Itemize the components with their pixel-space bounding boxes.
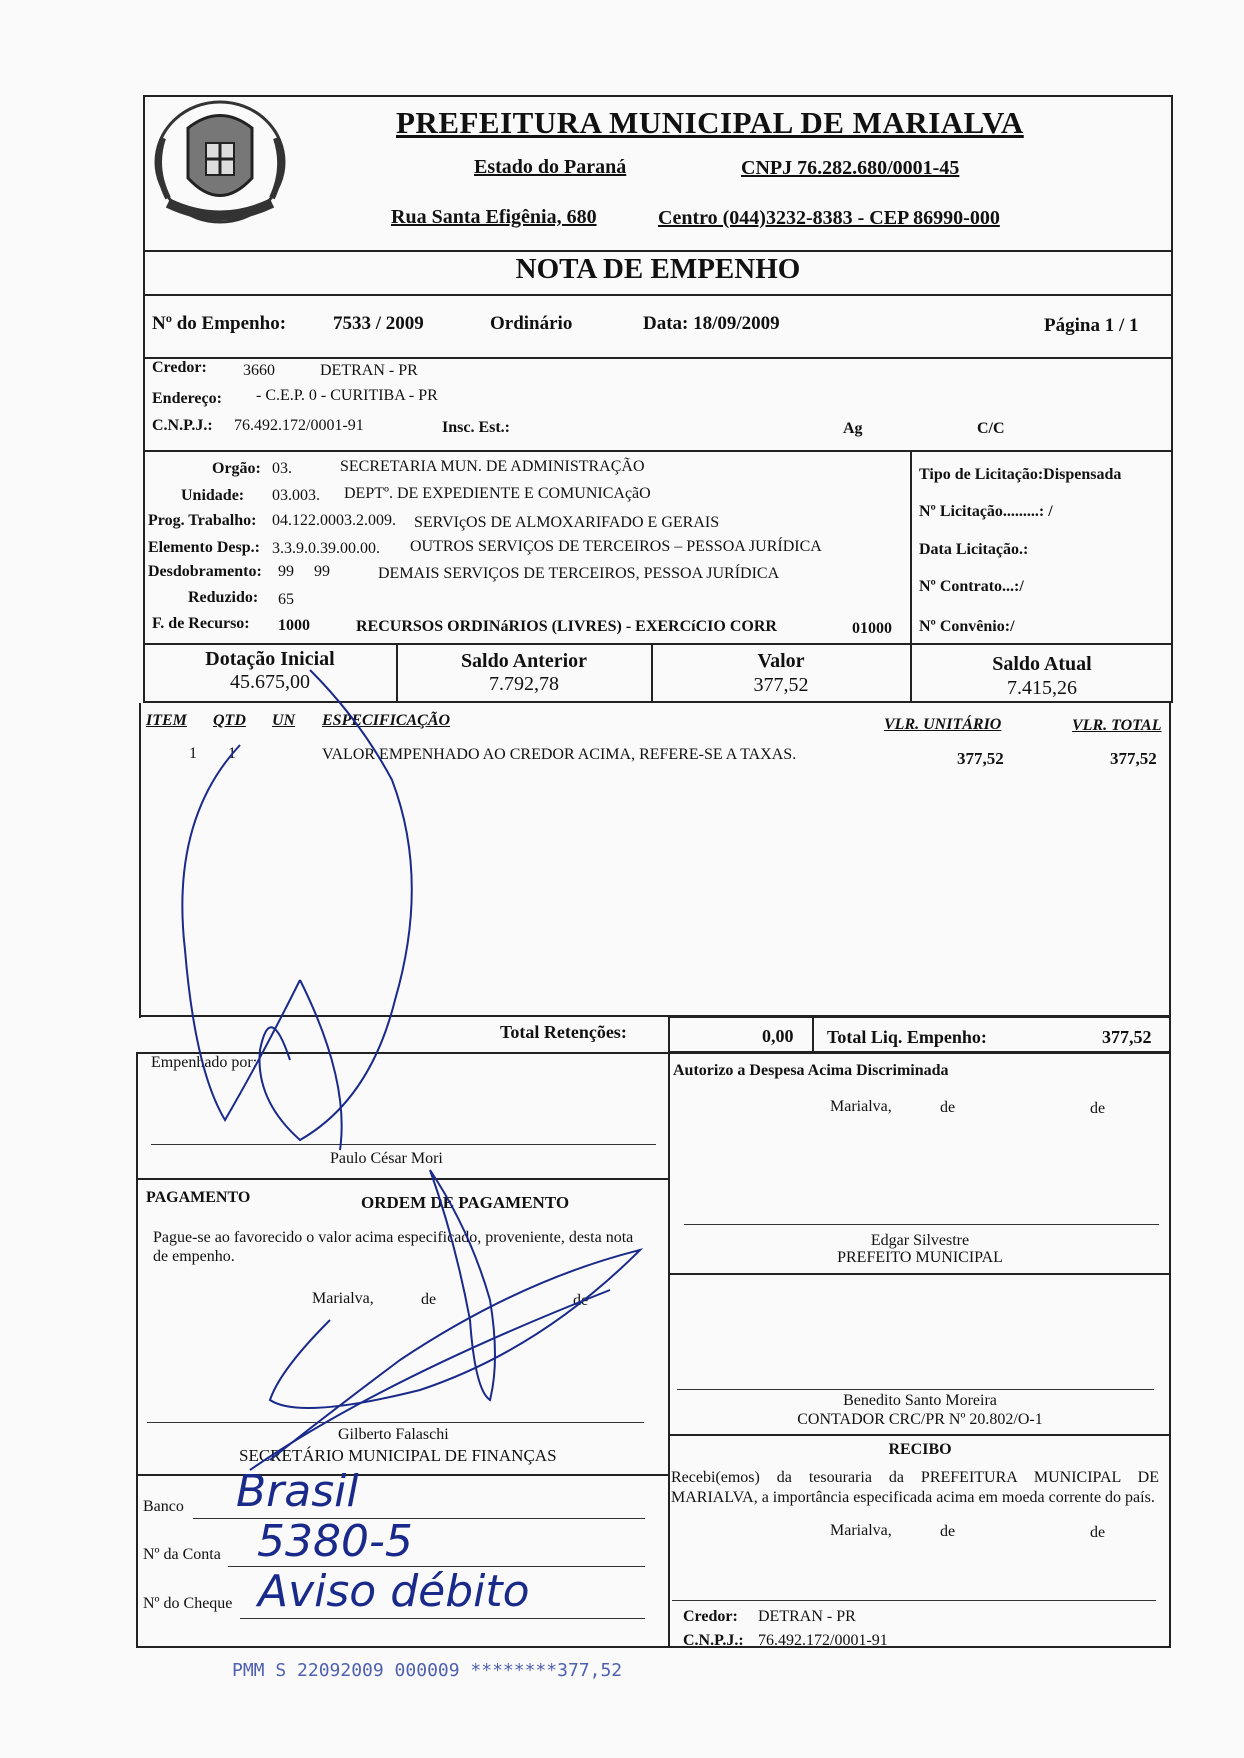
credor-code: 3660 [243,362,275,379]
empenho-type: Ordinário [490,313,573,334]
recibo-title: RECIBO [888,1441,952,1458]
credor-name: DETRAN - PR [320,362,418,379]
machine-stamp: PMM S 22092009 000009 ********377,52 [232,1660,623,1681]
empenho-date: Data: 18/09/2009 [643,313,780,334]
saldo-anterior-label: Saldo Anterior [460,650,588,672]
conta-label: Nº da Conta [143,1546,221,1563]
reduzido-label: Reduzido: [188,589,259,606]
ag-label: Ag [843,420,863,437]
pagamento-de2: de [573,1292,589,1309]
unidade-name: DEPTº. DE EXPEDIENTE E COMUNICAçãO [344,485,651,502]
valor-label: Valor [757,650,805,672]
item-spec: VALOR EMPENHADO AO CREDOR ACIMA, REFERE-SE A TAXAS. [322,746,797,763]
desdobramento-code: 99 99 [278,563,330,580]
recurso-label: F. de Recurso: [152,615,250,632]
orgao-name: SECRETARIA MUN. DE ADMINISTRAÇÃO [340,458,645,475]
cheque-label: Nº do Cheque [143,1595,233,1612]
licitacao-contrato: Nº Contrato...:/ [919,578,1024,595]
secretario-name: Gilberto Falaschi [338,1426,449,1443]
col-item: ITEM [146,712,187,729]
page-number: Página 1 / 1 [1044,315,1139,336]
conta-handwritten: 5380-5 [257,1516,413,1567]
saldo-atual-label: Saldo Atual [992,653,1092,675]
item-total-value: 377,52 [1110,749,1157,768]
autorizo-label: Autorizo a Despesa Acima Discriminada [673,1062,949,1079]
empenho-number: 7533 / 2009 [333,313,424,334]
elemento-code: 3.3.9.0.39.00.00. [272,540,380,557]
dotacao-label: Dotação Inicial [205,648,335,670]
autorizo-de2: de [1090,1100,1106,1117]
cnpj-label: C.N.P.J.: [152,417,213,434]
recibo-cnpj: 76.492.172/0001-91 [758,1632,888,1649]
licitacao-convenio: Nº Convênio:/ [919,618,1015,635]
elemento-label: Elemento Desp.: [148,539,260,556]
address-contact: Centro (044)3232-8383 - CEP 86990-000 [658,207,1000,229]
item-qtd: 1 [228,745,236,762]
orgao-label: Orgão: [212,460,261,477]
prefeito-role: PREFEITO MUNICIPAL [837,1249,1003,1266]
unidade-label: Unidade: [181,487,245,504]
saldo-anterior-value: 7.792,78 [489,673,559,695]
recibo-place: Marialva, [830,1522,892,1539]
secretario-role: SECRETÁRIO MUNICIPAL DE FINANÇAS [239,1446,557,1465]
cc-label: C/C [977,420,1005,437]
licitacao-numero: Nº Licitação.........: / [919,503,1053,520]
contador-role: CONTADOR CRC/PR Nº 20.802/O-1 [797,1411,1043,1428]
credor-label: Credor: [152,359,207,376]
total-liquido-label: Total Liq. Empenho: [827,1027,987,1047]
col-vlr-unitario: VLR. UNITÁRIO [884,716,1002,733]
total-retencoes-value: 0,00 [762,1026,794,1046]
contador-name: Benedito Santo Moreira [843,1392,997,1409]
empenhado-signer: Paulo César Mori [330,1150,443,1167]
licitacao-data: Data Licitação.: [919,541,1029,558]
pagamento-text: Pague-se ao favorecido o valor acima especificado, proveniente, desta nota de empenho. [153,1229,634,1265]
recibo-cnpj-label: C.N.P.J.: [683,1632,744,1649]
valor-value: 377,52 [753,674,809,696]
recibo-credor-label: Credor: [683,1608,738,1625]
unidade-code: 03.003. [272,487,320,504]
ordem-pagamento-label: ORDEM DE PAGAMENTO [361,1193,570,1212]
recurso-suffix: 01000 [852,620,892,637]
prog-label: Prog. Trabalho: [148,512,257,529]
recurso-code: 1000 [278,617,310,634]
recibo-text: Recebi(emos) da tesouraria da PREFEITURA MUNICIPAL DE MARIALVA, a importância especificada acima em moeda corrente do país. [671,1469,1159,1506]
credor-cnpj: 76.492.172/0001-91 [234,417,364,434]
pagamento-label: PAGAMENTO [146,1189,251,1206]
document-title: NOTA DE EMPENHO [515,253,801,285]
credor-address: - C.E.P. 0 - CURITIBA - PR [256,387,438,404]
desdobramento-name: DEMAIS SERVIÇOS DE TERCEIROS, PESSOA JURÍDICA [378,565,780,582]
col-qtd: QTD [213,712,246,729]
desdobramento-label: Desdobramento: [148,563,262,580]
dotacao-value: 45.675,00 [230,671,310,693]
municipality-title: PREFEITURA MUNICIPAL DE MARIALVA [396,105,1024,140]
col-un: UN [272,712,296,729]
cheque-handwritten: Aviso débito [258,1566,530,1617]
orgao-code: 03. [272,460,292,477]
state-label: Estado do Paraná [474,156,627,178]
licitacao-tipo: Tipo de Licitação:Dispensada [919,466,1122,483]
recibo-de2: de [1090,1524,1106,1541]
prog-code: 04.122.0003.2.009. [272,512,396,529]
col-vlr-total: VLR. TOTAL [1072,717,1162,734]
empenho-label: Nº do Empenho: [152,313,287,334]
col-especificacao: ESPECIFICAÇÃO [322,712,451,729]
autorizo-de1: de [940,1099,956,1116]
banco-handwritten: Brasil [236,1466,359,1517]
pagamento-place: Marialva, [312,1290,374,1307]
banco-label: Banco [143,1498,184,1515]
autorizo-place: Marialva, [830,1098,892,1115]
recibo-credor-name: DETRAN - PR [758,1608,856,1625]
pagamento-de1: de [421,1291,437,1308]
reduzido-code: 65 [278,591,294,608]
cnpj-header: CNPJ 76.282.680/0001-45 [741,157,960,179]
recurso-name: RECURSOS ORDINáRIOS (LIVRES) - EXERCíCIO CORR [356,618,777,635]
total-liquido-value: 377,52 [1102,1027,1152,1047]
empenhado-label: Empenhado por: [151,1054,258,1071]
prefeito-name: Edgar Silvestre [870,1232,970,1249]
recibo-de1: de [940,1523,956,1540]
item-number: 1 [189,745,197,762]
endereco-label: Endereço: [152,390,222,407]
address-street: Rua Santa Efigênia, 680 [391,206,597,228]
total-retencoes-label: Total Retenções: [500,1022,627,1042]
insc-est-label: Insc. Est.: [442,419,511,436]
saldo-atual-value: 7.415,26 [1007,677,1077,699]
prog-name: SERVIçOS DE ALMOXARIFADO E GERAIS [414,514,720,531]
item-unit-value: 377,52 [957,749,1004,768]
elemento-name: OUTROS SERVIÇOS DE TERCEIROS – PESSOA JURÍDICA [410,538,822,555]
